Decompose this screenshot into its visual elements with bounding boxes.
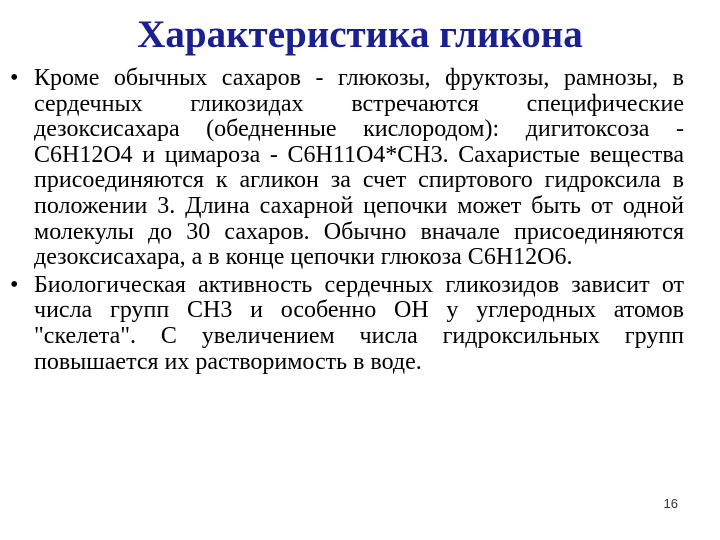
bullet-item-glycone-sugars (10, 66, 684, 271)
bullet-item-biological-activity (10, 273, 684, 375)
bullet-text: Биологическая активность сердечных гликозидов зависит от числа групп СН3 и особенно ОН у углеродных атомов "скелета". С увеличением числа гидроксильных групп повышается их растворимость в воде. (34, 271, 684, 375)
bullet-icon: • (10, 65, 19, 91)
slide-title: Характеристика гликона (137, 13, 583, 56)
bullet-list (10, 66, 684, 377)
page-number: 16 (663, 496, 678, 511)
bullet-text: Кроме обычных сахаров - глюкозы, фруктозы, рамнозы, в сердечных гликозидах встречаются специфические дезоксисахара (обедненные кислородом): дигитоксоза - С6Н12О4 и цимароза - С6Н11О4*СН3. Сахаристые вещества присоединяются к агликон за счет спиртового гидроксила в положении 3. Длина сахарной цепочки может быть от одной молекулы до 30 сахаров. Обычно вначале присоединяются дезоксисахара, а в конце цепочки глюкоза С6Н12О6. (34, 65, 684, 271)
bullet-icon: • (10, 271, 19, 298)
